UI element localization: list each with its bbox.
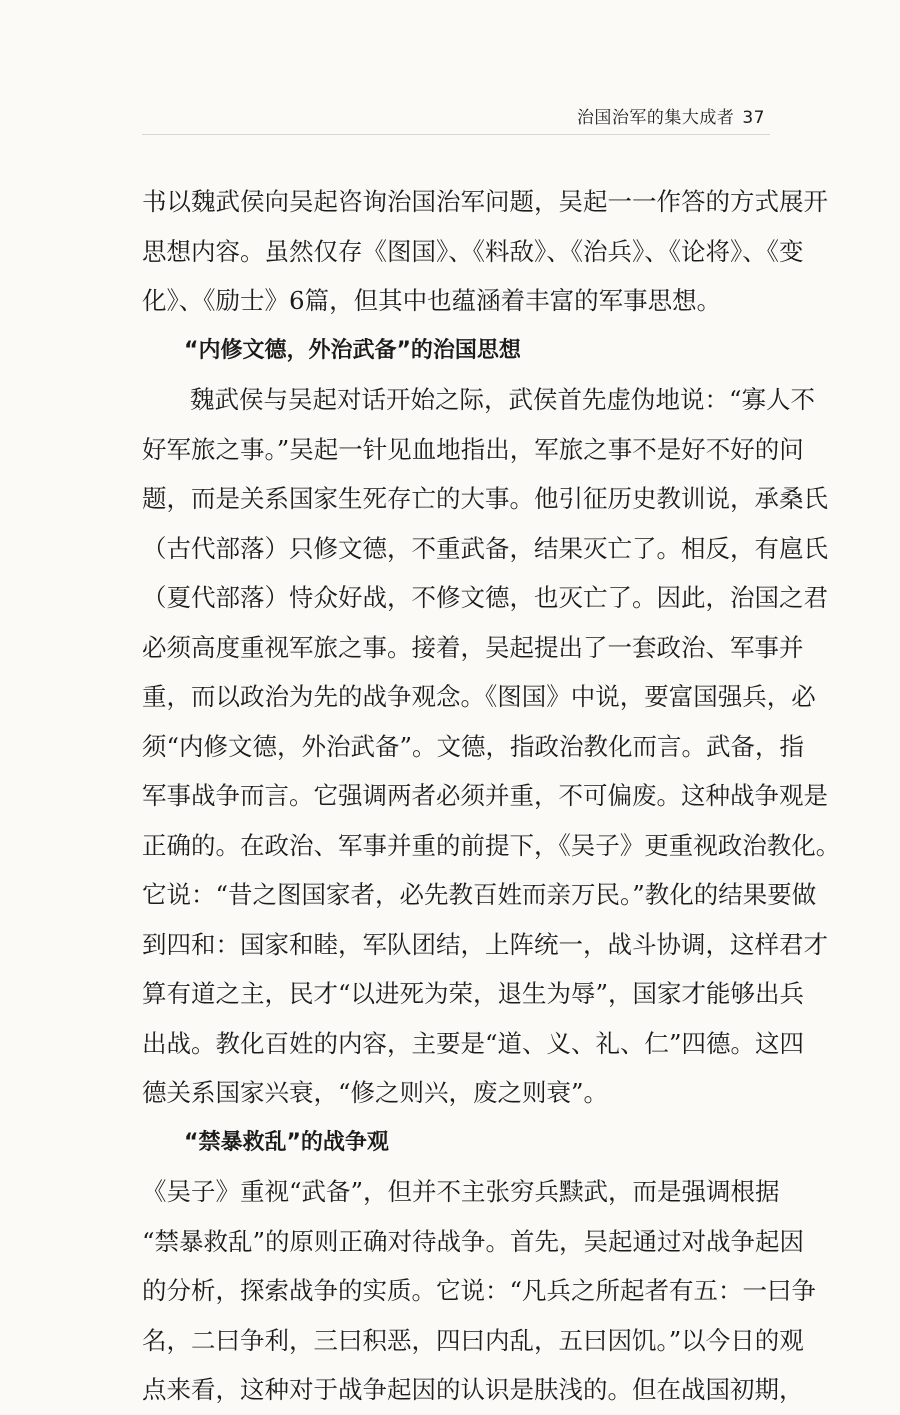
text-line: 魏武侯与吴起对话开始之际，武侯首先虚伪地说：“寡人不 bbox=[190, 385, 816, 414]
text-line: （古代部落）只修文德，不重武备，结果灭亡了。相反，有扈氏 bbox=[142, 533, 828, 563]
text-line: 名，二曰争利，三曰积恶，四曰内乱，五曰因饥。”以今日的观 bbox=[142, 1325, 804, 1355]
running-header-title: 治国治军的集大成者 bbox=[576, 108, 735, 128]
text-line: 书以魏武侯向吴起咨询治国治军问题，吴起一一作答的方式展开 bbox=[142, 187, 828, 216]
header-divider bbox=[142, 134, 770, 135]
text-line: 的分析，探索战争的实质。它说：“凡兵之所起者有五：一曰争 bbox=[142, 1276, 817, 1305]
section-heading: “内修文德，外治武备”的治国思想 bbox=[184, 337, 521, 363]
running-header bbox=[577, 103, 765, 128]
text-line: 重，而以政治为先的战争观念。《图国》中说，要富国强兵，必 bbox=[142, 682, 816, 711]
text-line: 化》、《励士》6篇，但其中也蕴涵着丰富的军事思想。 bbox=[142, 286, 722, 315]
text-line: 好军旅之事。”吴起一针见血地指出，军旅之事不是好不好的问 bbox=[142, 434, 804, 464]
body-text bbox=[142, 177, 841, 1415]
text-line: 到四和：国家和睦，军队团结，上阵统一，战斗协调，这样君才 bbox=[142, 929, 828, 959]
text-line: 它说：“昔之图国家者，必先教百姓而亲万民。”教化的结果要做 bbox=[142, 880, 817, 909]
text-line: 《吴子》重视“武备”，但并不主张穷兵黩武，而是强调根据 bbox=[142, 1177, 780, 1206]
text-line: 题，而是关系国家生死存亡的大事。他引征历史教训说，承桑氏 bbox=[142, 484, 828, 513]
section-heading: “禁暴救乱”的战争观 bbox=[184, 1129, 389, 1155]
text-line: “禁暴救乱”的原则正确对待战争。首先，吴起通过对战争起因 bbox=[142, 1226, 805, 1256]
text-line: 须“内修文德，外治武备”。文德，指政治教化而言。武备，指 bbox=[142, 731, 805, 761]
text-line: 点来看，这种对于战争起因的认识是肤浅的。但在战国初期， bbox=[142, 1375, 804, 1404]
text-line: 德关系国家兴衰，“修之则兴，废之则衰”。 bbox=[142, 1078, 609, 1107]
text-line: 思想内容。虽然仅存《图国》、《料敌》、《治兵》、《论将》、《变 bbox=[142, 236, 804, 266]
text-line: 正确的。在政治、军事并重的前提下，《吴子》更重视政治教化。 bbox=[142, 830, 841, 860]
text-line: （夏代部落）恃众好战，不修文德，也灭亡了。因此，治国之君 bbox=[142, 583, 828, 612]
text-line: 出战。教化百姓的内容，主要是“道、义、礼、仁”四德。这四 bbox=[142, 1028, 805, 1058]
text-line: 算有道之主，民才“以进死为荣，退生为辱”，国家才能够出兵 bbox=[142, 979, 805, 1008]
text-line: 必须高度重视军旅之事。接着，吴起提出了一套政治、军事并 bbox=[142, 632, 804, 662]
page-number: 37 bbox=[742, 108, 765, 128]
text-line: 军事战争而言。它强调两者必须并重，不可偏废。这种战争观是 bbox=[142, 781, 828, 810]
